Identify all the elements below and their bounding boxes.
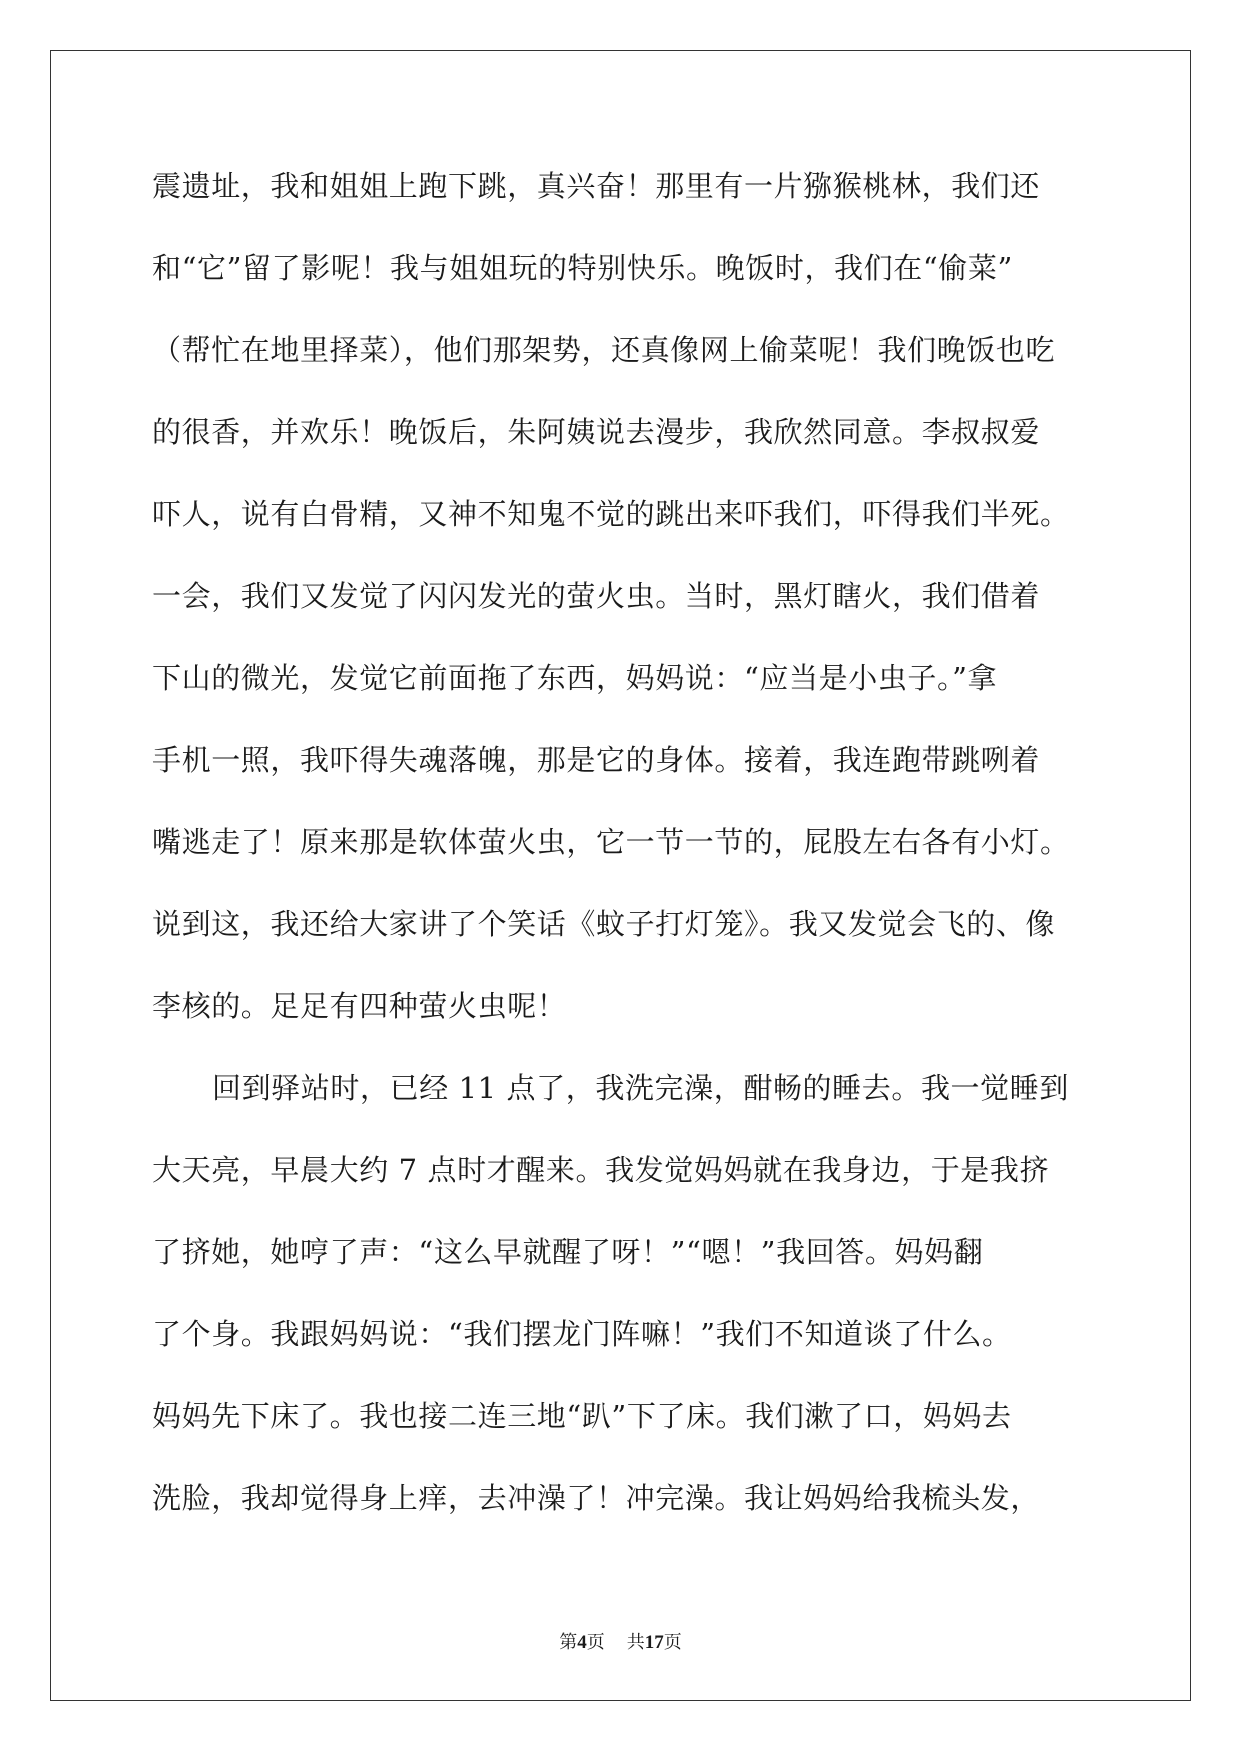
page-suffix: 页 (586, 1632, 605, 1653)
text-line: 吓人，说有白骨精，又神不知鬼不觉的跳出来吓我们，吓得我们半死。 (152, 497, 1070, 531)
text-line: 和“它”留了影呢！我与姐姐玩的特别快乐。晚饭时，我们在“偷菜” (152, 251, 1013, 285)
document-body (152, 162, 1097, 1556)
text-line: 李核的。足足有四种萤火虫呢！ (152, 989, 567, 1023)
total-prefix: 共 (626, 1632, 645, 1653)
page-prefix: 第 (559, 1632, 578, 1653)
text-line: 说到这，我还给大家讲了个笑话《蚊子打灯笼》。我又发觉会飞的、像 (152, 907, 1056, 941)
text-line: 的很香，并欢乐！晚饭后，朱阿姨说去漫步，我欣然同意。李叔叔爱 (152, 415, 1041, 449)
text-line: 下山的微光，发觉它前面拖了东西，妈妈说：“应当是小虫子。”拿 (152, 661, 998, 695)
text-line: 妈妈先下床了。我也接二连三地“趴”下了床。我们漱了口，妈妈去 (152, 1399, 1012, 1433)
page-footer (0, 1628, 1241, 1654)
text-line: 大天亮，早晨大约 7 点时才醒来。我发觉妈妈就在我身边，于是我挤 (152, 1153, 1050, 1187)
text-line: 了挤她，她哼了声：“这么早就醒了呀！”“嗯！”我回答。妈妈翻 (152, 1235, 984, 1269)
text-line: 震遗址，我和姐姐上跑下跳，真兴奋！那里有一片猕猴桃林，我们还 (152, 169, 1041, 203)
text-line: 手机一照，我吓得失魂落魄，那是它的身体。接着，我连跑带跳咧着 (152, 743, 1041, 777)
text-line: 了个身。我跟妈妈说：“我们摆龙门阵嘛！”我们不知道谈了什么。 (152, 1317, 1012, 1351)
paragraph-start-line: 回到驿站时，已经 11 点了，我洗完澡，酣畅的睡去。我一觉睡到 (212, 1071, 1069, 1105)
page-number: 4 (577, 1632, 587, 1653)
text-line: 洗脸，我却觉得身上痒，去冲澡了！冲完澡。我让妈妈给我梳头发， (152, 1481, 1041, 1515)
total-pages: 17 (644, 1632, 664, 1653)
text-line: （帮忙在地里择菜），他们那架势，还真像网上偷菜呢！我们晚饭也吃 (152, 333, 1056, 367)
total-suffix: 页 (663, 1632, 682, 1653)
text-line: 嘴逃走了！原来那是软体萤火虫，它一节一节的，屁股左右各有小灯。 (152, 825, 1070, 859)
text-line: 一会，我们又发觉了闪闪发光的萤火虫。当时，黑灯瞎火，我们借着 (152, 579, 1041, 613)
